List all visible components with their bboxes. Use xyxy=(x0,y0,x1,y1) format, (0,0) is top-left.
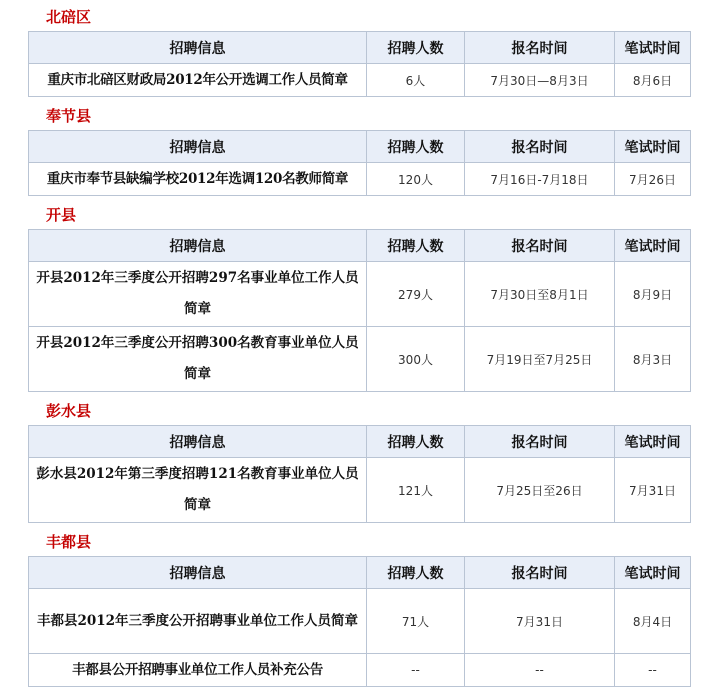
header-info: 招聘信息 xyxy=(29,32,367,64)
header-exam: 笔试时间 xyxy=(615,426,691,458)
job-info-link[interactable]: 丰都县公开招聘事业单位工作人员补充公告 xyxy=(29,654,367,687)
recruit-count: 6人 xyxy=(367,64,465,97)
table-header-row xyxy=(29,426,691,458)
header-exam: 笔试时间 xyxy=(615,557,691,589)
job-info-link[interactable]: 重庆市奉节县缺编学校2012年选调120名教师简章 xyxy=(29,163,367,196)
header-signup: 报名时间 xyxy=(465,32,615,64)
signup-time: 7月31日 xyxy=(465,589,615,654)
section-table-fengdu xyxy=(28,556,691,687)
recruit-count: -- xyxy=(367,654,465,687)
header-count: 招聘人数 xyxy=(367,557,465,589)
table-row xyxy=(29,64,691,97)
section-table-pengshui xyxy=(28,425,691,523)
table-row xyxy=(29,458,691,523)
table-row xyxy=(29,163,691,196)
job-info-link[interactable]: 彭水县2012年第三季度招聘121名教育事业单位人员简章 xyxy=(29,458,367,523)
header-exam: 笔试时间 xyxy=(615,32,691,64)
table-row xyxy=(29,654,691,687)
section-title-kaixian: 开县 xyxy=(46,206,77,224)
header-signup: 报名时间 xyxy=(465,557,615,589)
section-table-beibei xyxy=(28,31,691,97)
header-count: 招聘人数 xyxy=(367,426,465,458)
exam-time: 7月26日 xyxy=(615,163,691,196)
section-title-fengdu: 丰都县 xyxy=(46,533,92,551)
table-header-row xyxy=(29,131,691,163)
header-exam: 笔试时间 xyxy=(615,131,691,163)
header-info: 招聘信息 xyxy=(29,131,367,163)
recruit-count: 300人 xyxy=(367,327,465,392)
section-title-fengjie: 奉节县 xyxy=(46,107,92,125)
job-info-link[interactable]: 重庆市北碚区财政局2012年公开选调工作人员简章 xyxy=(29,64,367,97)
header-signup: 报名时间 xyxy=(465,131,615,163)
header-count: 招聘人数 xyxy=(367,131,465,163)
recruit-count: 121人 xyxy=(367,458,465,523)
signup-time: 7月30日至8月1日 xyxy=(465,262,615,327)
signup-time: 7月25日至26日 xyxy=(465,458,615,523)
signup-time: 7月19日至7月25日 xyxy=(465,327,615,392)
exam-time: 8月6日 xyxy=(615,64,691,97)
section-table-kaixian xyxy=(28,229,691,392)
job-info-link[interactable]: 丰都县2012年三季度公开招聘事业单位工作人员简章 xyxy=(29,589,367,654)
exam-time: 8月4日 xyxy=(615,589,691,654)
section-title-pengshui: 彭水县 xyxy=(46,402,92,420)
header-exam: 笔试时间 xyxy=(615,230,691,262)
header-signup: 报名时间 xyxy=(465,426,615,458)
signup-time: 7月16日-7月18日 xyxy=(465,163,615,196)
header-info: 招聘信息 xyxy=(29,426,367,458)
table-row xyxy=(29,327,691,392)
recruit-count: 71人 xyxy=(367,589,465,654)
header-info: 招聘信息 xyxy=(29,557,367,589)
table-row xyxy=(29,589,691,654)
job-info-link[interactable]: 开县2012年三季度公开招聘300名教育事业单位人员简章 xyxy=(29,327,367,392)
table-header-row xyxy=(29,32,691,64)
recruit-count: 279人 xyxy=(367,262,465,327)
signup-time: 7月30日—8月3日 xyxy=(465,64,615,97)
table-header-row xyxy=(29,230,691,262)
exam-time: 8月9日 xyxy=(615,262,691,327)
section-table-fengjie xyxy=(28,130,691,196)
job-info-link[interactable]: 开县2012年三季度公开招聘297名事业单位工作人员简章 xyxy=(29,262,367,327)
signup-time: -- xyxy=(465,654,615,687)
recruit-count: 120人 xyxy=(367,163,465,196)
exam-time: 8月3日 xyxy=(615,327,691,392)
table-row xyxy=(29,262,691,327)
header-count: 招聘人数 xyxy=(367,230,465,262)
header-signup: 报名时间 xyxy=(465,230,615,262)
table-header-row xyxy=(29,557,691,589)
header-count: 招聘人数 xyxy=(367,32,465,64)
exam-time: 7月31日 xyxy=(615,458,691,523)
exam-time: -- xyxy=(615,654,691,687)
header-info: 招聘信息 xyxy=(29,230,367,262)
section-title-beibei: 北碚区 xyxy=(46,8,92,26)
